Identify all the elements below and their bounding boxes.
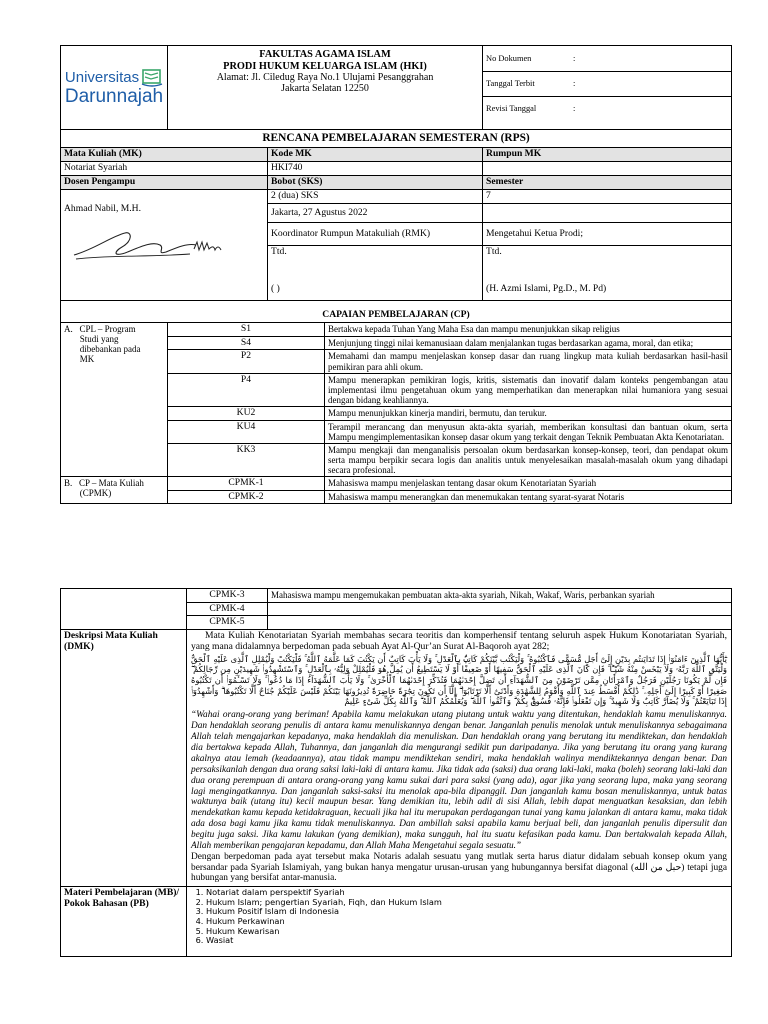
dosen-value: Ahmad Nabil, M.H. (64, 203, 142, 214)
cpl-code: KU2 (168, 406, 325, 420)
rps-page2-table (60, 588, 732, 957)
mk-label: Mata Kuliah (MK) (61, 148, 268, 162)
semester-label: Semester (483, 176, 732, 190)
date-blank (483, 204, 732, 223)
bobot-value: 2 (dua) SKS (268, 190, 483, 204)
mengetahui-label: Mengetahui Ketua Prodi; (483, 223, 732, 246)
meta-value: : (573, 78, 576, 88)
dosen-label: Dosen Pengampu (61, 176, 268, 190)
document-title: RENCANA PEMBELAJARAN SEMESTERAN (RPS) (61, 130, 732, 148)
cpl-code: S4 (168, 336, 325, 350)
cpl-text: Memahami dan mampu menjelaskan konsep dasar dan ruang lingkup mata kuliah berdasarkan hasil-hasil pemikiran para ahli okum. (325, 350, 732, 373)
document-meta (483, 46, 732, 130)
list-item: 1. Notariat dalam perspektif Syariah (206, 888, 728, 898)
cpl-code: S1 (168, 323, 325, 337)
cpmk-code: CPMK-2 (168, 490, 325, 504)
semester-value: 7 (483, 190, 732, 204)
book-emblem-icon (141, 68, 163, 87)
kode-mk-value: HKI740 (268, 162, 483, 176)
list-item: 3. Hukum Positif Islam di Indonesia (206, 907, 728, 917)
cpmk-text: Mahasiswa mampu menerangkan dan menemukakan tentang syarat-syarat Notaris (325, 490, 732, 504)
cpl-section-label: A. CPL – Program Studi yang dibebankan pada MK (61, 323, 168, 477)
bobot-label: Bobot (SKS) (268, 176, 483, 190)
cpmk-section-label: B. CP – Mata Kuliah (CPMK) (61, 476, 168, 503)
logo-text-line2: Darunnajah (64, 85, 164, 107)
koordinator-name: ( ) (268, 283, 483, 301)
ttd-kaprodi: Ttd. (483, 246, 732, 283)
cpmk-text: Mahasiswa mampu mengemukakan pembuatan akta-akta syariah, Nikah, Wakaf, Waris, perbankan syariah (268, 589, 732, 603)
meta-value: : (573, 53, 576, 63)
university-logo (61, 46, 168, 130)
list-item: 2. Hukum Islam; pengertian Syariah, Fiqh, dan Hukum Islam (206, 898, 728, 908)
institution-header (168, 46, 483, 130)
cpl-text: Bertakwa kepada Tuhan Yang Maha Esa dan mampu menunjukkan sikap religius (325, 323, 732, 337)
cpl-text: Menjunjung tinggi nilai kemanusiaan dalam menjalankan tugas berdasarkan agama, moral, dan etika; (325, 336, 732, 350)
cpmk-code: CPMK-3 (187, 589, 268, 603)
kode-mk-label: Kode MK (268, 148, 483, 162)
koordinator-label: Koordinator Rumpun Matakuliah (RMK) (268, 223, 483, 246)
cpl-text: Mampu mengkaji dan menganalisis persoalan okum berdasarkan konsep-konsep, teori, dan pendapat okum serta mampu berpikir secara logis dan analitis untuk menyelesaikan masalah-masalah okum yang dihadapi secara profesional. (325, 443, 732, 476)
ttd-koordinator: Ttd. (268, 246, 483, 283)
cpl-text: Mampu menerapkan pemikiran logis, kritis, sistematis dan inovatif dalam konteks pengembangan atau implementasi ilmu pengetahuan okum yang memperhatikan dan menerapkan nilai humaniora yang sesuai dengan bidang keahliannya. (325, 373, 732, 406)
address-line2: Jakarta Selatan 12250 (281, 83, 369, 95)
cpmk-text (268, 602, 732, 616)
kaprodi-name: (H. Azmi Islami, Pg.D., M. Pd) (483, 283, 732, 301)
mb-list (190, 888, 728, 946)
dmk-intro: Mata Kuliah Kenotariatan Syariah membahas secara teoritis dan komperhensif tentang seluruh aspek Hukum Konotariatan Syariah, yang mana didalamnya berpedoman pada sebuah Ayat Al-Qur’an Surat Al-Baqoroh ayat 282; (191, 630, 727, 652)
cpl-code: P4 (168, 373, 325, 406)
dmk-closing: Dengan berpedoman pada ayat tersebut maka Notaris adalah sesuatu yang mutlak serta harus diatur didalam sebuah konsep okum yang bersandar pada Syariah Islamiyah, yang bukan hanya mengatur urusan-urusan yang hubungannya bersifat diagonal (حبل من الله) tetapi juga hubungan yang bersifat antar-manusia. (191, 852, 727, 884)
dosen-cell (61, 190, 268, 301)
list-item: 6. Wasiat (206, 936, 728, 946)
cpmk-text: Mahasiswa mampu menjelaskan tentang dasar okum Kenotariatan Syariah (325, 476, 732, 490)
cpl-code: KK3 (168, 443, 325, 476)
dmk-content (187, 630, 732, 887)
meta-label: No Dokumen (486, 53, 532, 63)
quran-verse-arabic: يَٰٓأَيُّهَا ٱلَّذِينَ ءَامَنُوٓا۟ إِذَا تَدَايَنتُم بِدَيْنٍ إِلَىٰٓ أَجَلٍ مُّسَمًّى فَٱكْتُبُوهُ ۚ وَلْيَكْتُب بَّيْنَكُمْ كَاتِبٌۢ بِٱلْعَدْلِ ۚ وَلَا يَأْبَ كَاتِبٌ أَن يَكْتُبَ كَمَا عَلَّمَهُ ٱللَّهُ ۚ فَلْيَكْتُبْ وَلْيُمْلِلِ ٱلَّذِى عَلَيْهِ ٱلْحَقُّ وَلْيَتَّقِ ٱللَّهَ رَبَّهُۥ وَلَا يَبْخَسْ مِنْهُ شَيْـًٔا ۚ فَإِن كَانَ ٱلَّذِى عَلَيْهِ ٱلْحَقُّ سَفِيهًا أَوْ ضَعِيفًا أَوْ لَا يَسْتَطِيعُ أَن يُمِلَّ هُوَ فَلْيُمْلِلْ وَلِيُّهُۥ بِٱلْعَدْلِ ۚ وَٱسْتَشْهِدُوا۟ شَهِيدَيْنِ مِن رِّجَالِكُمْ ۖ فَإِن لَّمْ يَكُونَا رَجُلَيْنِ فَرَجُلٌ وَٱمْرَأَتَانِ مِمَّن تَرْضَوْنَ مِنَ ٱلشُّهَدَآءِ أَن تَضِلَّ إِحْدَىٰهُمَا فَتُذَكِّرَ إِحْدَىٰهُمَا ٱلْأُخْرَىٰ ۚ وَلَا يَأْبَ ٱلشُّهَدَآءُ إِذَا مَا دُعُوا۟ ۚ وَلَا تَسْـَٔمُوٓا۟ أَن تَكْتُبُوهُ صَغِيرًا أَوْ كَبِيرًا إِلَىٰٓ أَجَلِهِۦ ۚ ذَٰلِكُمْ أَقْسَطُ عِندَ ٱللَّهِ وَأَقْوَمُ لِلشَّهَٰدَةِ وَأَدْنَىٰٓ أَلَّا تَرْتَابُوٓا۟ ۖ إِلَّآ أَن تَكُونَ تِجَٰرَةً حَاضِرَةً تُدِيرُونَهَا بَيْنَكُمْ فَلَيْسَ عَلَيْكُمْ جُنَاحٌ أَلَّا تَكْتُبُوهَا ۗ وَأَشْهِدُوٓا۟ إِذَا تَبَايَعْتُمْ ۚ وَلَا يُضَآرَّ كَاتِبٌ وَلَا شَهِيدٌ ۚ وَإِن تَفْعَلُوا۟ فَإِنَّهُۥ فُسُوقٌۢ بِكُمْ ۗ وَٱتَّقُوا۟ ٱللَّهَ ۖ وَيُعَلِّمُكُمُ ٱللَّهُ ۗ وَٱللَّهُ بِكُلِّ شَىْءٍ عَلِيمٌ (191, 653, 727, 707)
signature-icon (70, 219, 240, 269)
list-item: 4. Hukum Perkawinan (206, 917, 728, 927)
meta-label: Revisi Tanggal (486, 104, 537, 114)
meta-label: Tanggal Terbit (486, 78, 535, 88)
cpl-text: Terampil merancang dan menyusun akta-akta syariah, memberikan konsultasi dan bantuan okum, serta Mampu mengimplementasikan konsep dasar okum yang terkait dengan Teknik Pembuatan Akta Kenotariatan. (325, 420, 732, 443)
rumpun-mk-label: Rumpun MK (483, 148, 732, 162)
cpmk-continued-label (61, 589, 187, 630)
meta-value: : (573, 104, 576, 114)
faculty-name: FAKULTAS AGAMA ISLAM (259, 49, 391, 60)
rps-page1-table (60, 45, 732, 504)
logo-text-line1: Universitas (64, 69, 140, 87)
program-name: PRODI HUKUM KELUARGA ISLAM (HKI) (223, 60, 427, 72)
cpmk-code: CPMK-5 (187, 616, 268, 630)
cpl-text: Mampu menunjukkan kinerja mandiri, bermutu, dan terukur. (325, 406, 732, 420)
cpmk-text (268, 616, 732, 630)
dmk-label: Deskripsi Mata Kuliah (DMK) (61, 630, 187, 887)
mk-value: Notariat Syariah (61, 162, 268, 176)
mb-label: Materi Pembelajaran (MB)/ Pokok Bahasan (PB) (61, 886, 187, 956)
cp-heading: CAPAIAN PEMBELAJARAN (CP) (61, 301, 732, 323)
mb-content (187, 886, 732, 956)
cpl-code: P2 (168, 350, 325, 373)
cpmk-code: CPMK-4 (187, 602, 268, 616)
address-line1: Alamat: Jl. Ciledug Raya No.1 Ulujami Pesanggrahan (216, 72, 434, 84)
quran-verse-translation: “Wahai orang-orang yang beriman! Apabila kamu melakukan utang piutang untuk waktu yang ditentukan, hendaklah kamu menuliskannya. Dan hendaklah seorang penulis di antara kamu menuliskannya dengan benar. Janganlah penulis menolak untuk menuliskannya sebagaimana Allah telah mengajarkan kepadanya, maka hendaklah dia menuliskan. Dan hendaklah orang yang berutang itu mendiktekan, dan hendaklah dia bertakwa kepada Allah, Tuhannya, dan janganlah dia mengurangi sedikit pun daripadanya. Jika yang berutang itu orang yang kurang akalnya atau lemah (keadaannya), atau tidak mampu mendiktekan sendiri, maka hendaklah walinya mendiktekannya dengan benar. Dan persaksikanlah dengan dua orang saksi laki-laki di antara kamu. Jika tidak ada (saksi) dua orang laki-laki, maka (boleh) seorang laki-laki dan dua orang perempuan di antara orang-orang yang kamu sukai dari para saksi (yang ada), agar jika yang seorang lupa, maka yang seorang lagi mengingatkannya. Dan janganlah saksi-saksi itu menolak apa-bila dipanggil. Dan janganlah kamu bosan menuliskannya, untuk batas waktunya baik (utang itu) kecil maupun besar. Yang demikian itu, lebih adil di sisi Allah, lebih dapat menguatkan kesaksian, dan lebih mendekatkan kamu kepada ketidakraguan, kecuali jika hal itu merupakan perdagangan tunai yang kamu jalankan di antara kamu, maka tidak ada dosa bagi kamu jika kamu tidak menuliskannya. Dan ambillah saksi apabila kamu berjual beli, dan janganlah penulis dipersulit dan begitu juga saksi. Jika kamu lakukan (yang demikian), maka sungguh, hal itu suatu kefasikan pada kamu. Dan bertakwalah kepada Allah, Allah memberikan pengajaran kepadamu, dan Allah Maha Mengetahui segala sesuatu.” (191, 709, 727, 852)
rumpun-mk-value (483, 162, 732, 176)
cpl-code: KU4 (168, 420, 325, 443)
list-item: 5. Hukum Kewarisan (206, 927, 728, 937)
signing-date: Jakarta, 27 Agustus 2022 (268, 204, 483, 223)
cpmk-code: CPMK-1 (168, 476, 325, 490)
